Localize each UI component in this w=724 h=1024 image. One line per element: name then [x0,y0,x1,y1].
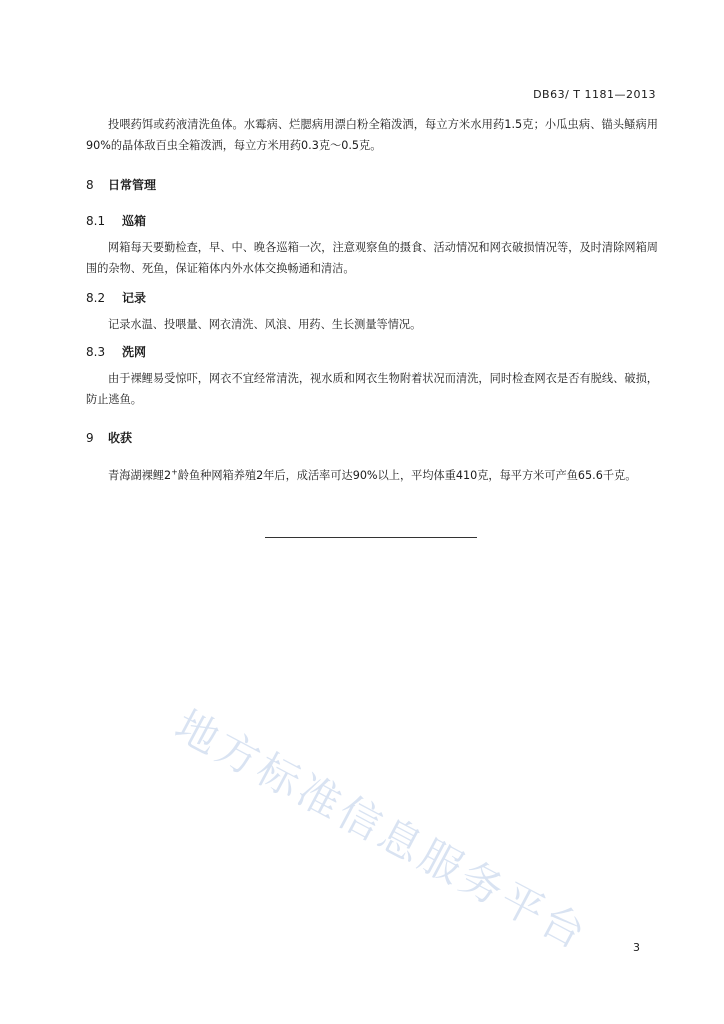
end-rule [265,537,477,538]
harvest-text-end: 龄鱼种网箱养殖2年后，成活率可达90%以上，平均体重410克，每平方米可产鱼65.6千克。 [177,469,637,482]
subsection-title: 巡箱 [122,214,147,228]
subsection-number: 8.1 [86,214,106,228]
section-title: 收获 [108,431,133,445]
age-superscript: + [171,467,178,477]
watermark: 地方标准信息服务平台 [167,700,597,960]
subsection-title: 洗网 [122,345,147,359]
page-number: 3 [633,941,640,954]
paragraph-8-1: 网箱每天要勤检查，早、中、晚各巡箱一次，注意观察鱼的摄食、活动情况和网衣破损情况等，及时清除网箱周围的杂物、死鱼，保证箱体内外水体交换畅通和清洁。 [86,241,658,275]
paragraph-8-2: 记录水温、投喂量、网衣清洗、风浪、用药、生长测量等情况。 [108,318,422,331]
subsection-title: 记录 [122,291,147,305]
subsection-number: 8.2 [86,291,106,305]
intro-paragraph: 投喂药饵或药液清洗鱼体。水霉病、烂腮病用漂白粉全箱泼洒，每立方米水用药1.5克；小瓜虫病、锚头鳋病用90%的晶体敌百虫全箱泼洒，每立方米用药0.3克～0.5克。 [86,118,658,152]
document-code: DB63/ T 1181—2013 [533,88,656,101]
section-number: 8 [86,178,94,192]
harvest-text-start: 青海湖裸鲤2 [108,469,172,482]
subsection-heading-8-1 [86,212,146,229]
subsection-number: 8.3 [86,345,106,359]
section-heading-8 [86,176,156,193]
subsection-heading-8-3 [86,343,146,360]
section-heading-9 [86,429,132,446]
paragraph-9 [86,465,658,486]
subsection-heading-8-2 [86,289,146,306]
section-title: 日常管理 [108,178,157,192]
paragraph-8-3: 由于裸鲤易受惊吓，网衣不宜经常清洗，视水质和网衣生物附着状况而清洗，同时检查网衣是否有脱线、破损，防止逃鱼。 [86,372,658,406]
section-number: 9 [86,431,94,445]
